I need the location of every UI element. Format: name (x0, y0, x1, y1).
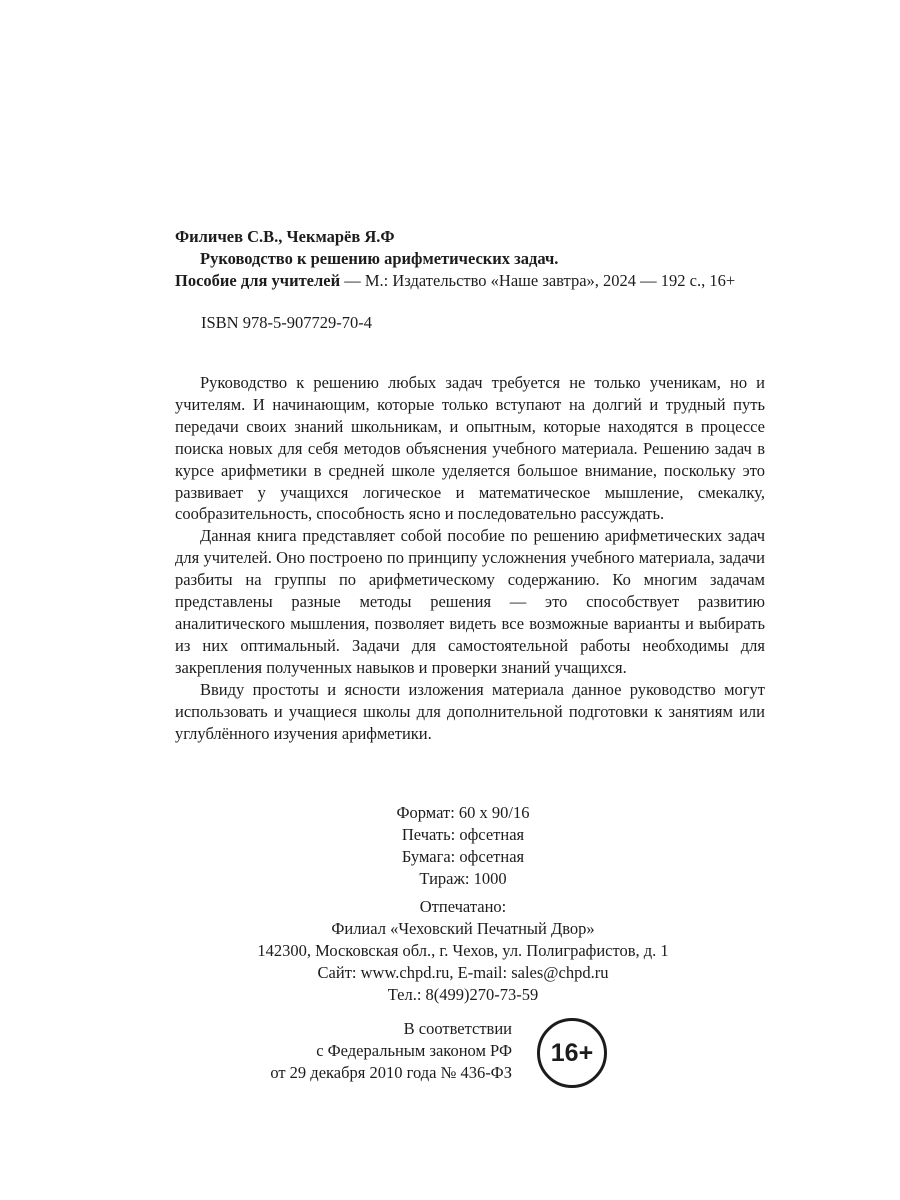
paper-spec: Бумага: офсетная (401, 847, 525, 866)
abstract (175, 372, 765, 744)
printer-address: 142300, Московская обл., г. Чехов, ул. Полиграфистов, д. 1 (257, 941, 669, 960)
abstract-paragraph: Ввиду простоты и ясности изложения материала данное руководство могут использовать и учащиеся школы для дополнительной подготовки к занятиям или углублённого изучения арифметики. (175, 679, 765, 743)
publisher-info: — М.: Издательство «Наше завтра», 2024 — 192 с., 16+ (340, 271, 736, 290)
abstract-paragraph: Данная книга представляет собой пособие по решению арифметических задач для учителей. Оно построено по принципу усложнения учебного материала, задачи разбиты на группы по арифметическому содержанию. Ко многим задачам представлены разные методы решения — это способствует развитию аналитического мышления, позволяет видеть все возможные варианты и выбирать из них оптимальный. Задачи для самостоятельной работы необходимы для закрепления полученных навыков и проверки знаний учащихся. (175, 526, 765, 677)
printer-name: Филиал «Чеховский Печатный Двор» (331, 919, 595, 938)
law-notice-line: с Федеральным законом РФ (316, 1041, 512, 1060)
isbn: ISBN 978-5-907729-70-4 (201, 313, 372, 332)
book-title: Руководство к решению арифметических задач. (200, 249, 559, 268)
format-spec: Формат: 60 х 90/16 (396, 803, 530, 822)
book-subtitle: Пособие для учителей (175, 271, 341, 290)
law-notice-line: от 29 декабря 2010 года № 436-ФЗ (270, 1063, 512, 1082)
bibliographic-record (175, 226, 795, 292)
age-rating-badge: 16+ (537, 1018, 607, 1088)
imprint-line (175, 270, 795, 292)
printer-phone: Тел.: 8(499)270-73-59 (387, 985, 539, 1004)
run-spec: Тираж: 1000 (419, 869, 507, 888)
print-spec: Печать: офсетная (401, 825, 525, 844)
printed-label: Отпечатано: (419, 897, 507, 916)
printer-contacts: Сайт: www.chpd.ru, E-mail: sales@chpd.ru (317, 963, 609, 982)
printer-info (200, 896, 726, 1006)
law-notice (200, 1018, 512, 1084)
abstract-paragraph: Руководство к решению любых задач требуется не только ученикам, но и учителям. И начинающим, которые только вступают на долгий и трудный путь передачи своих знаний школьникам, и опытным, которые находятся в процессе поиска новых для себя методов объяснения учебного материала. Решению задач в курсе арифметики в средней школе уделяется большое внимание, поскольку это развивает у учащихся логическое и математическое мышление, смекалку, сообразительность, способность ясно и последовательно рассуждать. (175, 373, 765, 524)
technical-specs (300, 802, 626, 890)
authors: Филичев С.В., Чекмарёв Я.Ф (175, 227, 395, 246)
law-notice-line: В соответствии (403, 1019, 512, 1038)
